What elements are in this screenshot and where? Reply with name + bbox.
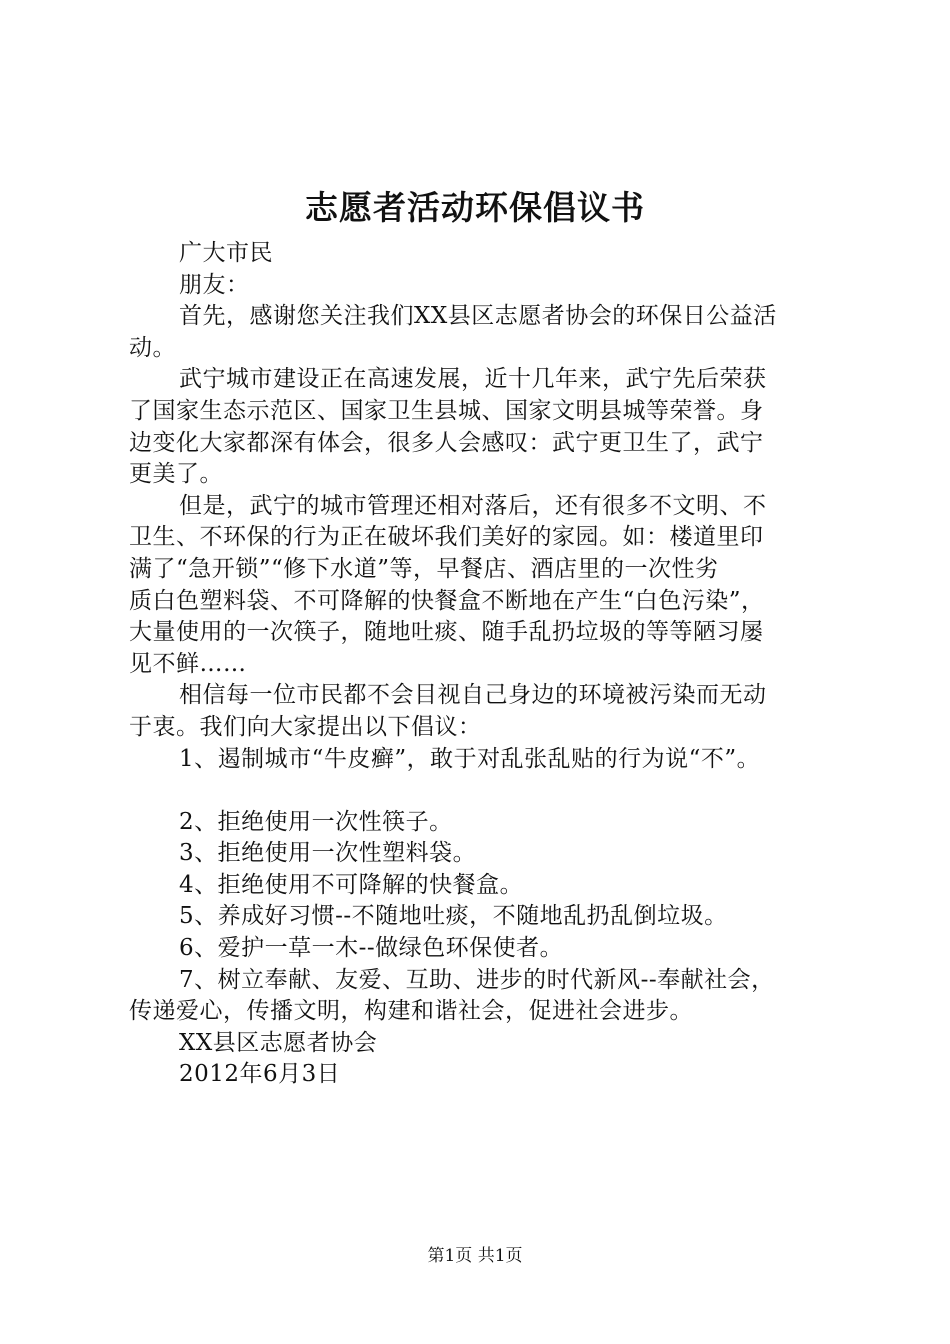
body-line: 于衷。我们向大家提出以下倡议： [129, 713, 482, 740]
body-line: 卫生、不环保的行为正在破坏我们美好的家园。如：楼道里印 [129, 524, 764, 551]
body-line: 相信每一位市民都不会目视自己身边的环境被污染而无动 [179, 682, 767, 709]
document-title: 志愿者活动环保倡议书 [305, 188, 645, 227]
body-line: 更美了。 [129, 461, 223, 488]
body-line: 质白色塑料袋、不可降解的快餐盒不断地在产生“白色污染”， [129, 587, 765, 614]
body-line: 7、树立奉献、友爱、互助、进步的时代新风--奉献社会， [179, 966, 775, 993]
body-line: 朋友： [179, 271, 250, 298]
blank-line [129, 775, 829, 807]
body-line: 边变化大家都深有体会，很多人会感叹：武宁更卫生了，武宁 [129, 429, 764, 456]
body-line: 2、拒绝使用一次性筷子。 [179, 808, 453, 835]
body-line: 见不鲜…… [129, 650, 247, 677]
body-line: 6、爱护一草一木--做绿色环保使者。 [179, 935, 564, 962]
body-line: 动。 [129, 334, 176, 361]
body-line: 5、养成好习惯--不随地吐痰，不随地乱扔乱倒垃圾。 [179, 903, 728, 930]
document-body [129, 238, 829, 1091]
page-footer: 第1页 共1页 [427, 1246, 523, 1266]
body-line: 2012年6月3日 [179, 1061, 341, 1088]
body-line: 但是，武宁的城市管理还相对落后，还有很多不文明、不 [179, 492, 767, 519]
body-line: 广大市民 [179, 240, 273, 266]
body-line: 3、拒绝使用一次性塑料袋。 [179, 840, 477, 867]
body-line: 大量使用的一次筷子，随地吐痰、随手乱扔垃圾的等等陋习屡 [129, 619, 764, 646]
body-line: 1、遏制城市“牛皮癣”，敢于对乱张乱贴的行为说“不”。 [179, 745, 761, 772]
body-line: XX县区志愿者协会 [179, 1029, 378, 1056]
body-line: 传递爱心，传播文明，构建和谐社会，促进社会进步。 [129, 998, 693, 1025]
body-line: 4、拒绝使用不可降解的快餐盒。 [179, 871, 524, 898]
body-line: 了国家生态示范区、国家卫生县城、国家文明县城等荣誉。身 [129, 397, 764, 424]
body-line: 武宁城市建设正在高速发展，近十几年来，武宁先后荣获 [179, 366, 767, 393]
body-line: 首先，感谢您关注我们XX县区志愿者协会的环保日公益活 [179, 303, 777, 330]
body-line: 满了“急开锁”“修下水道”等，早餐店、酒店里的一次性劣 [129, 555, 719, 582]
